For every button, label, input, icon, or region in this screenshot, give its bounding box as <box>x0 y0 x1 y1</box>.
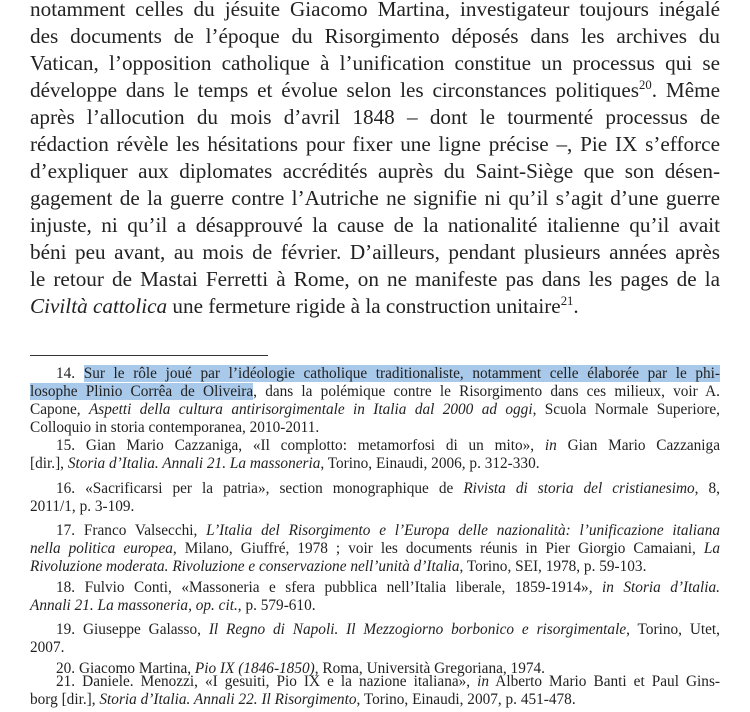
body-text: une fermeture rigide à la construction unitaire <box>167 294 561 318</box>
footnote-text: 17. Franco Valsecchi, <box>56 522 207 539</box>
footnote-italic: in <box>477 673 490 690</box>
body-line <box>30 185 720 212</box>
body-line <box>30 104 720 131</box>
footnote-ref-21[interactable]: 21 <box>560 293 574 308</box>
body-text: . <box>573 294 579 318</box>
footnote-21 <box>30 673 720 691</box>
book-title: La <box>703 540 721 557</box>
footnote-17-line <box>30 558 720 576</box>
footnote-15-line <box>30 455 720 473</box>
footnote-16-line <box>30 498 720 516</box>
body-text: notamment celles du jésuite Giacomo Martina, investigateur toujours inégalé <box>30 0 720 21</box>
footnote-separator <box>30 355 268 356</box>
footnote-text: [dir.], <box>30 455 68 472</box>
book-title: Storia d’Italia. Annali 21. La massoneria <box>67 455 321 472</box>
body-line <box>30 293 720 320</box>
footnote-text: , Milano, Giuffré, 1978 ; voir les documents réunis in Pier Giorgio Camaiani, <box>172 540 704 557</box>
footnote-15 <box>30 437 720 455</box>
journal-title: Civiltà cattolica <box>30 294 168 318</box>
book-title: Storia d’Italia. Annali 22. Il Risorgimento <box>99 691 357 708</box>
book-title: Rivoluzione moderata. Rivoluzione e conservazione nell’unità d’Italia <box>30 558 460 575</box>
body-text: gagement de la guerre contre l’Autriche ne signifie ni qu’il s’agit d’une guerre <box>30 186 720 210</box>
footnote-18-line <box>30 597 720 615</box>
footnote-text: 2007. <box>30 639 65 656</box>
book-title: L’Italia del Risorgimento e l’Europa delle nazionalità: l’unificazione italiana <box>206 522 720 539</box>
body-text: . Même <box>651 78 720 102</box>
footnote-14-line <box>30 419 720 437</box>
footnote-number: 14. <box>56 365 76 382</box>
book-title: in Storia d’Italia. <box>602 579 720 596</box>
book-title: Pio IX (1846-1850) <box>194 660 315 677</box>
footnote-text: , Torino, SEI, 1978, p. 59-103. <box>459 558 647 575</box>
book-title: Aspetti della cultura antirisorgimentale in Italia dal 2000 ad oggi <box>88 401 533 418</box>
body-text: d’expliquer aux diplomates accrédités auprès du Saint-Siège que son désen- <box>30 159 720 183</box>
footnote-text: Colloquio in storia contemporanea, 2010-2011. <box>30 419 320 436</box>
footnote-text: 18. Fulvio Conti, «Massoneria e sfera pubblica nell’Italia liberale, 1859-1914», <box>56 579 603 596</box>
body-line <box>30 212 720 239</box>
footnote-text: , Torino, Utet, <box>626 621 720 638</box>
footnote-text: Alberto Mario Banti et Paul Gins- <box>489 673 720 690</box>
body-line <box>30 50 720 77</box>
body-line <box>30 158 720 185</box>
footnote-text: , Scuola Normale Superiore, <box>532 401 720 418</box>
footnote-text: borg [dir.], <box>30 691 100 708</box>
footnote-text: , dans la polémique contre le Risorgimento dans ces milieux, voir A. <box>253 383 720 400</box>
footnote-text: 2011/1, p. 3-109. <box>30 498 135 515</box>
highlighted-text[interactable]: Sur le rôle joué par l’idéologie catholique traditionaliste, notamment celle élaborée par le phi- <box>83 365 720 382</box>
footnote-16 <box>30 480 720 498</box>
footnote-text: Capone, <box>30 401 89 418</box>
footnote-text: Gian Mario Cazzaniga <box>556 437 720 454</box>
footnote-14-line <box>30 383 720 401</box>
footnote-19 <box>30 621 720 639</box>
book-title: nella politica europea <box>30 540 173 557</box>
footnote-ref-20[interactable]: 20 <box>639 77 652 92</box>
footnote-14-line <box>30 401 720 419</box>
body-line <box>30 23 720 50</box>
footnote-italic: in <box>544 437 557 454</box>
body-text: le retour de Mastai Ferretti à Rome, on ne manifeste pas dans les pages de la <box>30 267 720 291</box>
book-title: Annali 21. La massoneria, op. cit. <box>30 597 238 614</box>
journal-title: Rivista di storia del cristianesimo <box>463 480 695 497</box>
footnote-text: , Torino, Einaudi, 2006, p. 312-330. <box>320 455 540 472</box>
footnote-21-line <box>30 691 720 709</box>
footnote-19-line <box>30 639 720 657</box>
footnote-17 <box>30 522 720 540</box>
body-text: Vatican, l’opposition catholique à l’unification constitue un processus qui se <box>30 51 720 75</box>
highlighted-text[interactable]: losophe Plinio Corrêa de Oliveira <box>30 383 254 400</box>
footnote-18 <box>30 579 720 597</box>
footnote-text: , Roma, Università Gregoriana, 1974. <box>314 660 545 677</box>
body-text: injuste, ni qu’il a désapprouvé la cause de la nationalité italienne qu’il avait <box>30 213 720 237</box>
body-text: développe dans le temps et évolue selon les circonstances politiques <box>30 78 640 102</box>
body-line <box>30 131 720 158</box>
footnote-text: 16. «Sacrificarsi per la patria», section monographique de <box>56 480 464 497</box>
body-line <box>30 239 720 266</box>
footnote-14 <box>30 365 720 383</box>
body-text: rédaction révèle les hésitations pour fixer une ligne précise –, Pie IX s’efforce <box>30 132 720 156</box>
footnote-text: , 8, <box>694 480 721 497</box>
footnote-text: 19. Giuseppe Galasso, <box>56 621 209 638</box>
footnote-text: 15. Gian Mario Cazzaniga, «Il complotto: metamorfosi di un mito», <box>56 437 545 454</box>
body-line <box>30 77 720 104</box>
body-text: après l’allocution du mois d’avril 1848 – dont le tourmenté processus de <box>30 105 720 129</box>
body-text: des documents de l’époque du Risorgimento déposés dans les archives du <box>30 24 720 48</box>
book-title: Il Regno di Napoli. Il Mezzogiorno borbonico e risorgimentale <box>208 621 627 638</box>
body-text: béni peu avant, au mois de février. D’ailleurs, pendant plusieurs années après <box>30 240 720 264</box>
footnote-17-line <box>30 540 720 558</box>
body-line <box>30 0 720 23</box>
footnote-text: , Torino, Einaudi, 2007, p. 451-478. <box>356 691 576 708</box>
footnote-text: 20. Giacomo Martina, <box>56 660 195 677</box>
footnote-text: 21. Daniele. Menozzi, «I gesuiti, Pio IX e la nazione italiana», <box>56 673 478 690</box>
body-line <box>30 266 720 293</box>
footnote-text: , p. 579-610. <box>237 597 316 614</box>
